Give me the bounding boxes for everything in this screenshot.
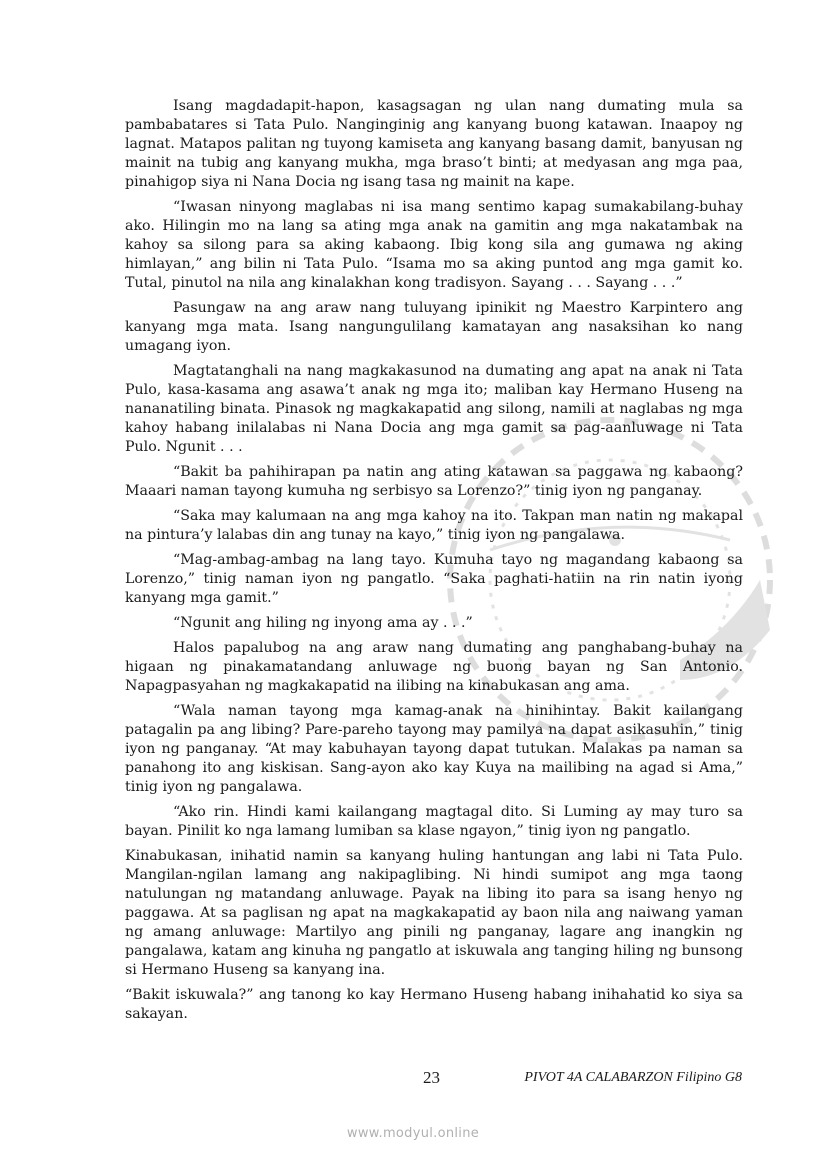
paragraph: “Ako rin. Hindi kami kailangang magtagal dito. Si Luming ay may turo sa bayan. Pinilit ko nga lamang lumiban sa klase ngayon,” tinig iyon ng pangatlo.	[125, 804, 743, 839]
paragraph: “Ngunit ang hiling ng inyong ama ay . . .”	[173, 615, 473, 631]
paragraph: Isang magdadapit-hapon, kasagsagan ng ulan nang dumating mula sa pambabatares si Tata Pulo. Nanginginig ang kanyang buong katawan. Inaapoy ng lagnat. Matapos palitan ng tuyong kamiseta ang kanyang basang damit, banyusan ng mainit na tubig ang kanyang mukha, mga braso’t binti; at medyasan ang mga paa, pinahigop siya ni Nana Docia ng isang tasa ng mainit na kape.	[125, 98, 743, 190]
paragraph: “Bakit iskuwala?” ang tanong ko kay Hermano Huseng habang inihahatid ko siya sa sakayan.	[125, 987, 743, 1022]
paragraph: “Wala naman tayong mga kamag-anak na hinihintay. Bakit kailangang patagalin pa ang libing? Pare-pareho tayong may pamilya na dapat asikasuhin,” tinig iyon ng panganay. “At may kabuhayan tayong dapat tutukan. Malakas pa naman sa panahong ito ang kiskisan. Sang-ayon ako kay Kuya na mailibing na agad si Ama,” tinig iyon ng pangalawa.	[125, 703, 743, 795]
paragraph: “Saka may kalumaan na ang mga kahoy na ito. Takpan man natin ng makapal na pintura’y lalabas din ang tunay na kayo,” tinig iyon ng pangalawa.	[125, 508, 743, 543]
paragraph: Halos papalubog na ang araw nang dumating ang panghabang-buhay na higaan ng pinakamatandang anluwage ng buong bayan ng San Antonio. Napagpasyahan ng magkakapatid na ilibing na kinabukasan ang ama.	[125, 640, 743, 694]
paragraph: Pasungaw na ang araw nang tuluyang ipinikit ng Maestro Karpintero ang kanyang mga mata. Isang nangungulilang kamatayan ang nasaksihan ko nang umagang iyon.	[125, 300, 743, 354]
paragraph: Kinabukasan, inihatid namin sa kanyang huling hantungan ang labi ni Tata Pulo. Mangilan-ngilan lamang ang nakipaglibing. Ni hindi sumipot ang mga taong natulungan ng matandang anluwage. Payak na libing ito para sa isang henyo ng paggawa. At sa paglisan ng apat na magkakapatid ay baon nila ang naiwang yaman ng amang anluwage: Martilyo ang pinili ng panganay, lagare ang inangkin ng pangalawa, katam ang kinuha ng pangatlo at iskuwala ang tanging hiling ng bunsong si Hermano Huseng sa kanyang ina.	[125, 848, 743, 978]
paragraph: “Mag-ambag-ambag na lang tayo. Kumuha tayo ng magandang kabaong sa Lorenzo,” tinig naman iyon ng pangatlo. “Saka paghati-hatiin na rin natin iyong kanyang mga gamit.”	[125, 552, 743, 606]
paragraph: Magtatanghali na nang magkakasunod na dumating ang apat na anak ni Tata Pulo, kasa-kasama ang asawa’t anak ng mga ito; maliban kay Hermano Huseng na nananatiling binata. Pinasok ng magkakapatid ang silong, namili at naglabas ng mga kahoy habang inilalabas ni Nana Docia ang mga gamit sa pag-aanluwage ni Tata Pulo. Ngunit . . .	[125, 363, 743, 455]
footer-title: PIVOT 4A CALABARZON Filipino G8	[524, 1070, 742, 1085]
page-number: 23	[423, 1068, 440, 1087]
site-watermark: www.modyul.online	[346, 1126, 480, 1141]
story-body	[125, 97, 743, 1030]
paragraph: “Bakit ba pahihirapan pa natin ang ating katawan sa paggawa ng kabaong? Maaari naman tayong kumuha ng serbisyo sa Lorenzo?” tinig iyon ng panganay.	[125, 464, 743, 499]
paragraph: “Iwasan ninyong maglabas ni isa mang sentimo kapag sumakabilang-buhay ako. Hilingin mo na lang sa ating mga anak na gamitin ang mga nakatambak na kahoy sa silong para sa aking kabaong. Ibig kong sila ang gumawa ng aking himlayan,” ang bilin ni Tata Pulo. “Isama mo sa aking puntod ang mga gamit ko. Tutal, pinutol na nila ang kinalakhan kong tradisyon. Sayang . . . Sayang . . .”	[125, 199, 743, 291]
